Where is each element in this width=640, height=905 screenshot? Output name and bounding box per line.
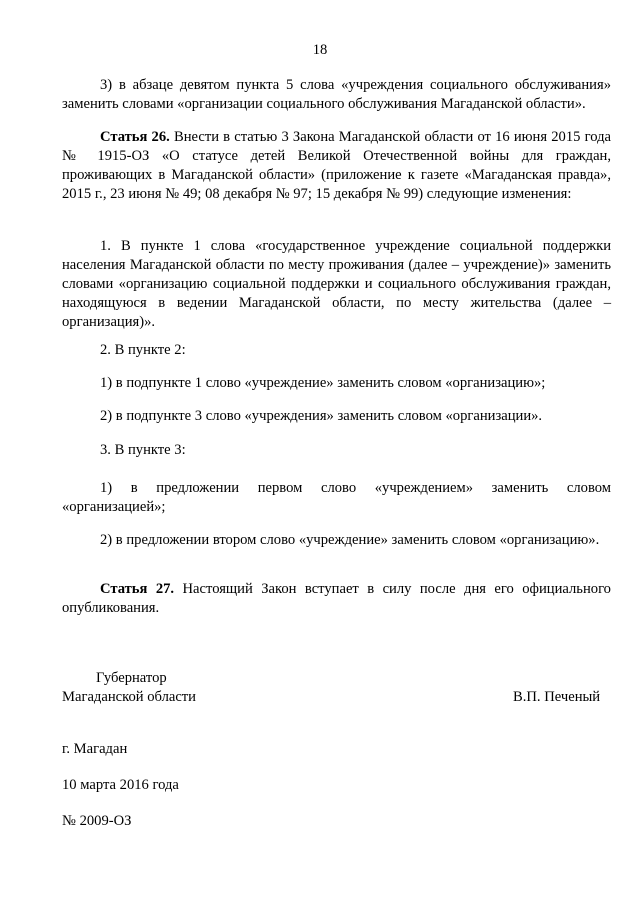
item-3-text: 3. В пункте 3: (100, 442, 186, 458)
article-26-label: Статья 26. (100, 129, 170, 145)
item-1 (62, 237, 611, 332)
signature-title: Губернатор (96, 670, 167, 686)
article-26-text: Внести в статью 3 Закона Магаданской области от 16 июня 2015 года № 1915-ОЗ «О статусе детей Великой Отечественной войны для граждан, проживающих в Магаданской области» (приложение к газете «Магаданская правда», 2015 г., 23 июня № 49; 08 декабря № 97; 15 декабря № 99) следующие изменения: (62, 129, 611, 202)
item-2-text: 2. В пункте 2: (100, 342, 186, 358)
article-27-paragraph (62, 580, 611, 618)
item-2 (62, 341, 611, 360)
page-number: 18 (312, 42, 328, 58)
item-3 (62, 441, 611, 460)
footer-date: 10 марта 2016 года (62, 777, 179, 793)
signature-name: В.П. Печеный (513, 689, 601, 705)
item-2-sub-1-text: 1) в подпункте 1 слово «учреждение» заменить словом «организацию»; (100, 375, 546, 391)
item-3-sub-1 (62, 479, 611, 517)
footer-law-number: № 2009-ОЗ (62, 813, 132, 829)
paragraph-1-text: 3) в абзаце девятом пункта 5 слова «учреждения социального обслуживания» заменить словами «организации социального обслуживания Магаданской области». (62, 77, 611, 112)
item-2-sub-1 (62, 374, 611, 393)
item-2-sub-2 (62, 407, 611, 426)
article-27 (62, 580, 611, 618)
article-27-text: Настоящий Закон вступает в силу после дня его официального опубликования. (62, 581, 611, 616)
item-3-sub-2 (62, 531, 611, 550)
footer-city: г. Магадан (62, 741, 128, 757)
signature-region: Магаданской области (62, 689, 196, 705)
item-1-text: 1. В пункте 1 слова «государственное учреждение социальной поддержки населения Магаданской области по месту проживания (далее – учреждение)» заменить словами «организацию социальной поддержки и социального обслуживания граждан, находящуюся в ведении Магаданской области, по месту жительства (далее – организация)». (62, 238, 611, 330)
item-3-sub-2-text: 2) в предложении втором слово «учреждение» заменить словом «организацию». (100, 532, 600, 548)
article-26 (62, 128, 611, 204)
item-3-sub-1-text: 1) в предложении первом слово «учреждением» заменить словом «организацией»; (62, 480, 611, 515)
article-26-paragraph (62, 128, 611, 204)
item-2-sub-2-text: 2) в подпункте 3 слово «учреждения» заменить словом «организации». (100, 408, 543, 424)
paragraph-1 (62, 76, 611, 114)
article-27-label: Статья 27. (100, 581, 175, 597)
